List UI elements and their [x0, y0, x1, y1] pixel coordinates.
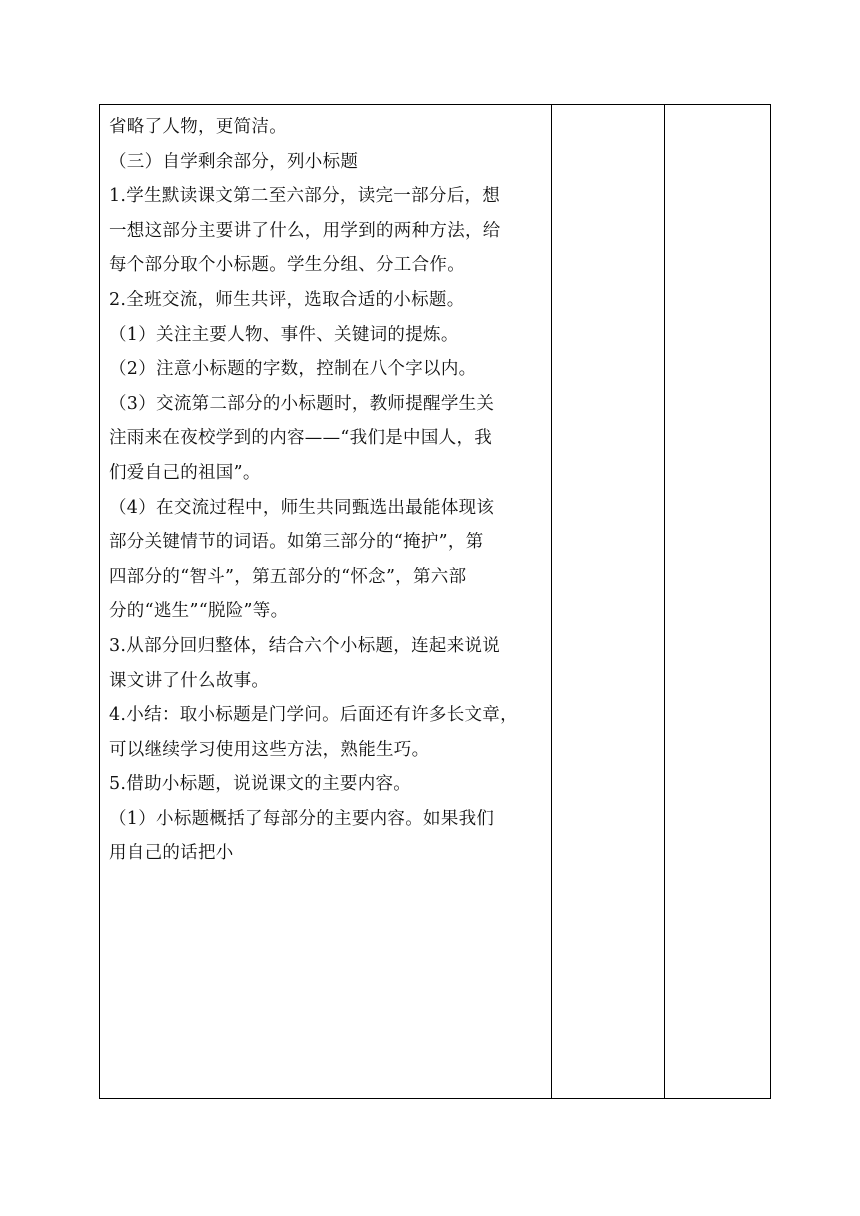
text-line: 注雨来在夜校学到的内容——“我们是中国人，我: [109, 428, 493, 449]
text-line: 一想这部分主要讲了什么，用学到的两种方法，给: [109, 220, 501, 241]
teaching-process-content: [100, 105, 551, 871]
text-line: 们爱自己的祖国”。: [109, 462, 261, 483]
text-line: 用自己的话把小: [109, 843, 234, 864]
text-line: 课文讲了什么故事。: [109, 670, 270, 691]
text-line: 省略了人物，更简洁。: [109, 117, 287, 137]
text-line: 分的“逃生”“脱险”等。: [109, 601, 289, 622]
text-line: （1）关注主要人物、事件、关键词的提炼。: [109, 324, 459, 345]
text-line: 每个部分取个小标题。学生分组、分工合作。: [109, 255, 465, 276]
text-line: （1）小标题概括了每部分的主要内容。如果我们: [109, 808, 495, 829]
teaching-process-cell: [100, 105, 552, 1099]
text-line: 1.学生默读课文第二至六部分，读完一部分后，想: [109, 186, 501, 207]
text-line: 可以继续学习使用这些方法，熟能生巧。: [109, 739, 430, 760]
text-line: 3.从部分回归整体，结合六个小标题，连起来说说: [109, 635, 501, 656]
empty-cell-notes: [665, 105, 771, 1099]
text-line: 4.小结：取小标题是门学问。后面还有许多长文章，: [109, 705, 518, 726]
text-line: 2.全班交流，师生共评，选取合适的小标题。: [109, 289, 465, 310]
text-line: 部分关键情节的词语。如第三部分的“掩护”，第: [109, 532, 484, 553]
text-line: 5.借助小标题，说说课文的主要内容。: [109, 774, 412, 795]
empty-cell-student-activity: [552, 105, 665, 1099]
text-line: （4）在交流过程中，师生共同甄选出最能体现该: [109, 497, 495, 518]
table-row: [100, 105, 771, 1099]
lesson-plan-table: [99, 104, 771, 1099]
section-heading: （三）自学剩余部分，列小标题: [109, 151, 359, 172]
text-line: （2）注意小标题的字数，控制在八个字以内。: [109, 359, 477, 380]
text-line: 四部分的“智斗”，第五部分的“怀念”，第六部: [109, 566, 467, 587]
text-line: （3）交流第二部分的小标题时，教师提醒学生关: [109, 393, 495, 414]
